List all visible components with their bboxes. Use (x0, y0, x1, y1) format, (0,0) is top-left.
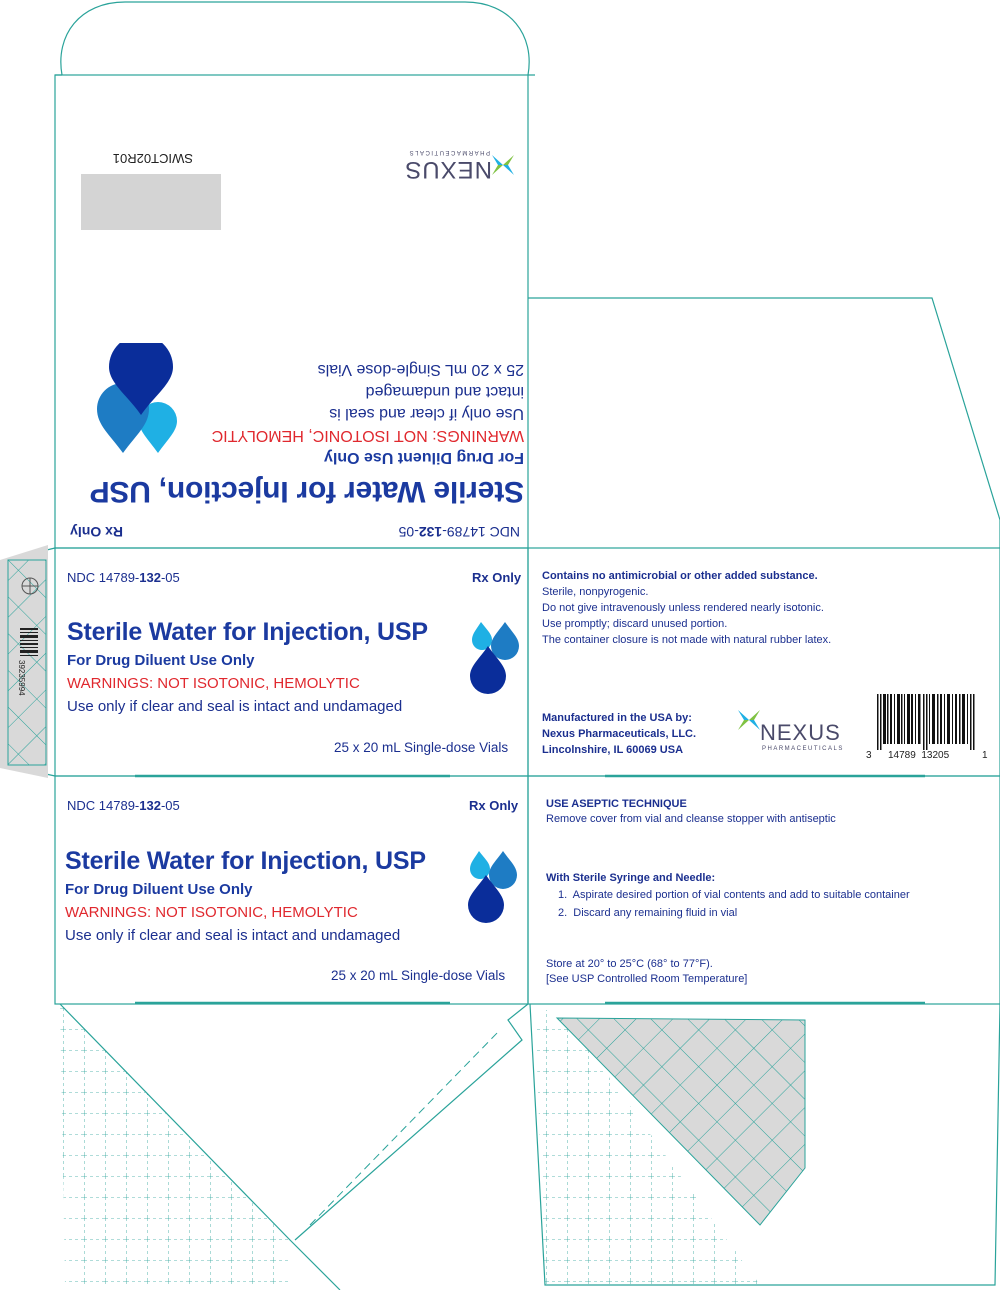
top-rx: Rx Only (70, 524, 123, 540)
front-panel (55, 548, 528, 776)
tuck-flap-outline (61, 2, 529, 75)
back-ndc (67, 798, 180, 813)
directions-panel (528, 776, 1000, 1004)
barcode-digit-right: 1 (982, 750, 988, 761)
info-line-3: Do not give intravenously unless rendered nearly isotonic. (542, 602, 824, 614)
top-drops-icon (93, 343, 183, 453)
back-rx: Rx Only (469, 798, 519, 813)
barcode-bars (877, 694, 977, 750)
leaf-icon (490, 153, 516, 177)
mfg-line-1: Manufactured in the USA by: (542, 712, 692, 724)
front-use-line: Use only if clear and seal is intact and undamaged (67, 698, 403, 715)
mfg-line-2: Nexus Pharmaceuticals, LLC. (542, 728, 697, 740)
brand-name: NEXUS (760, 720, 841, 745)
side-barcode-text-wrap (14, 660, 28, 730)
front-count: 25 x 20 mL Single-dose Vials (334, 740, 509, 755)
back-drops-icon (467, 851, 517, 923)
ndc-suffix: -05 (160, 570, 180, 585)
info-line-1: Contains no antimicrobial or other added substance. (542, 570, 818, 582)
top-brand-logo (396, 128, 516, 183)
upc-barcode (866, 694, 994, 764)
storage-line-2: [See USP Controlled Room Temperature] (546, 973, 748, 985)
front-warning: WARNINGS: NOT ISOTONIC, HEMOLYTIC (67, 675, 360, 692)
ndc-prefix: NDC 14789- (67, 798, 140, 813)
step-2: 2. Discard any remaining fluid in vial (558, 907, 738, 919)
front-product-name: Sterile Water for Injection, USP (67, 618, 428, 646)
storage-line-1: Store at 20° to 25°C (68° to 77°F). (546, 958, 713, 970)
front-drops-icon (469, 622, 519, 694)
back-panel (55, 776, 528, 1004)
barcode-digit-left: 3 (866, 750, 872, 761)
back-purpose: For Drug Diluent Use Only (65, 881, 253, 898)
brand-name: NEXUS (404, 156, 492, 183)
ndc-bold: 132 (418, 524, 443, 540)
ndc-bold: 132 (139, 798, 161, 813)
brand-tagline: PHARMACEUTICALS (408, 149, 490, 155)
top-warning: WARNINGS: NOT ISOTONIC, HEMOLYTIC (211, 427, 524, 444)
barcode-digits: 14789 13205 (888, 750, 950, 761)
back-count: 25 x 20 mL Single-dose Vials (331, 968, 506, 983)
lot-code: SWICT02R01 (112, 151, 193, 166)
aseptic-heading: USE ASEPTIC TECHNIQUE (546, 798, 687, 810)
aseptic-intro: Remove cover from vial and cleanse stopper with antiseptic (546, 813, 836, 825)
ndc-prefix: NDC 14789- (67, 570, 140, 585)
side-barcode-text: 39235994 (17, 660, 26, 696)
front-purpose: For Drug Diluent Use Only (67, 652, 255, 669)
top-panel (55, 75, 528, 548)
top-count: 25 x 20 mL Single-dose Vials (317, 361, 524, 378)
info-line-5: The container closure is not made with natural rubber latex. (542, 634, 832, 646)
ndc-bold: 132 (139, 570, 161, 585)
top-purpose: For Drug Diluent Use Only (323, 449, 524, 466)
back-product-name: Sterile Water for Injection, USP (65, 847, 426, 875)
top-ndc (399, 524, 520, 540)
syringe-heading: With Sterile Syringe and Needle: (546, 872, 716, 884)
mfg-line-3: Lincolnshire, IL 60069 USA (542, 744, 684, 756)
top-product-name: Sterile Water for Injection, USP (89, 475, 524, 508)
ndc-suffix: -05 (160, 798, 180, 813)
lot-print-area (81, 174, 221, 230)
info-line-2: Sterile, nonpyrogenic. (542, 586, 649, 598)
back-warning: WARNINGS: NOT ISOTONIC, HEMOLYTIC (65, 904, 358, 921)
info-panel (528, 548, 1000, 776)
ndc-suffix: -05 (398, 524, 419, 540)
info-brand-logo (736, 708, 844, 754)
top-use-line-a: Use only if clear and seal is (329, 405, 524, 422)
info-line-4: Use promptly; discard unused portion. (542, 618, 728, 630)
brand-tagline: PHARMACEUTICALS (762, 746, 844, 752)
ndc-prefix: NDC 14789- (442, 524, 520, 540)
back-use-line: Use only if clear and seal is intact and undamaged (65, 927, 401, 944)
front-ndc (67, 570, 180, 585)
step-1: 1. Aspirate desired portion of vial contents and add to suitable container (558, 889, 910, 901)
front-rx: Rx Only (472, 570, 522, 585)
leaf-icon (736, 708, 762, 732)
top-use-line-b: intact and undamaged (365, 383, 524, 400)
